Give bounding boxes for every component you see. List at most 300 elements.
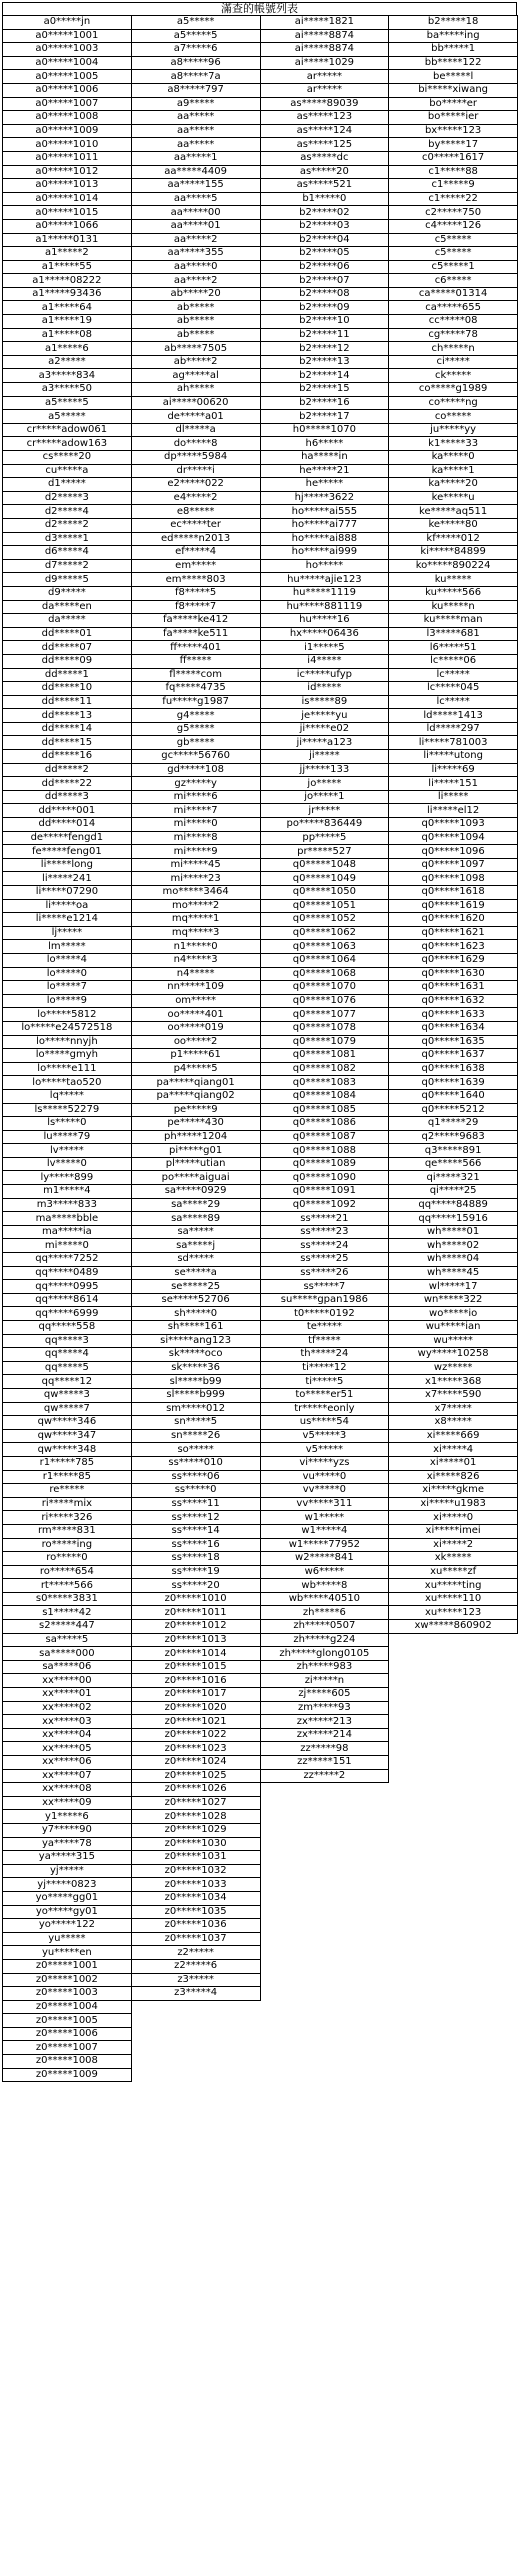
account-cell: ku*****man [389, 614, 518, 628]
table-row [3, 1715, 518, 1729]
account-cell: q0*****1630 [389, 967, 518, 981]
account-cell: as*****124 [260, 124, 389, 138]
account-cell: rm*****831 [3, 1524, 132, 1538]
account-cell: dp*****5984 [131, 451, 260, 465]
account-cell: a0*****1007 [3, 97, 132, 111]
account-cell: wn*****322 [389, 1293, 518, 1307]
table-row [3, 1891, 518, 1905]
account-cell: ly*****899 [3, 1171, 132, 1185]
table-row [3, 1756, 518, 1770]
table-row [3, 29, 518, 43]
account-cell: a0*****jn [3, 16, 132, 30]
account-cell: z0*****1006 [3, 2027, 132, 2041]
account-cell: xx*****06 [3, 1756, 132, 1770]
account-cell: lc*****045 [389, 682, 518, 696]
account-cell: ab***** [131, 328, 260, 342]
account-cell: z0*****1009 [3, 2068, 132, 2082]
account-cell: ss*****0 [131, 1484, 260, 1498]
table-row [3, 1552, 518, 1566]
table-row [3, 383, 518, 397]
empty-cell [389, 1864, 518, 1878]
account-cell: ho*****ai888 [260, 532, 389, 546]
account-cell: w1*****77952 [260, 1538, 389, 1552]
account-cell: gd*****108 [131, 763, 260, 777]
account-cell: ab***** [131, 301, 260, 315]
account-cell: i1*****5 [260, 641, 389, 655]
account-cell: z0*****1032 [131, 1864, 260, 1878]
account-cell: sk*****oco [131, 1348, 260, 1362]
account-cell: sa*****0929 [131, 1185, 260, 1199]
account-cell: z0*****1010 [131, 1592, 260, 1606]
account-cell: z0*****1017 [131, 1688, 260, 1702]
account-cell: s2*****447 [3, 1620, 132, 1634]
empty-cell [131, 2068, 260, 2082]
table-row [3, 682, 518, 696]
table-row [3, 559, 518, 573]
account-cell: bi*****xiwang [389, 83, 518, 97]
account-cell: by*****17 [389, 138, 518, 152]
table-row [3, 1293, 518, 1307]
empty-cell [389, 1728, 518, 1742]
account-cell: ss*****11 [131, 1497, 260, 1511]
account-cell: ca*****655 [389, 301, 518, 315]
account-cell: x7***** [389, 1402, 518, 1416]
account-cell: lu*****79 [3, 1130, 132, 1144]
account-cell: ho***** [260, 559, 389, 573]
account-cell: lv*****0 [3, 1157, 132, 1171]
empty-cell [389, 1769, 518, 1783]
table-row [3, 532, 518, 546]
table-row [3, 736, 518, 750]
account-cell: xx*****07 [3, 1769, 132, 1783]
account-cell: hu*****881119 [260, 600, 389, 614]
empty-cell [131, 2000, 260, 2014]
account-cell: li*****151 [389, 777, 518, 791]
empty-cell [260, 1878, 389, 1892]
account-cell: ji***** [260, 750, 389, 764]
empty-cell [260, 2000, 389, 2014]
table-row [3, 1919, 518, 1933]
account-cell: ho*****ai555 [260, 505, 389, 519]
table-row [3, 1973, 518, 1987]
account-cell: su*****gpan1986 [260, 1293, 389, 1307]
account-cell: fa*****ke511 [131, 627, 260, 641]
account-cell: z0*****1036 [131, 1919, 260, 1933]
table-row [3, 423, 518, 437]
account-cell: q0*****1088 [260, 1144, 389, 1158]
account-cell: mi*****45 [131, 858, 260, 872]
empty-cell [260, 1810, 389, 1824]
account-cell: dd*****09 [3, 654, 132, 668]
account-cell: dd*****11 [3, 695, 132, 709]
account-cell: z0*****1035 [131, 1905, 260, 1919]
table-row [3, 1524, 518, 1538]
account-cell: v5*****3 [260, 1429, 389, 1443]
account-cell: ho*****ai999 [260, 546, 389, 560]
table-row [3, 586, 518, 600]
table-row [3, 953, 518, 967]
account-cell: nn*****109 [131, 981, 260, 995]
account-cell: x7*****590 [389, 1388, 518, 1402]
account-cell: bx*****123 [389, 124, 518, 138]
account-cell: c1*****9 [389, 179, 518, 193]
account-cell: q0*****1083 [260, 1076, 389, 1090]
account-cell: a5*****5 [131, 29, 260, 43]
table-row [3, 16, 518, 30]
account-cell: ke*****u [389, 491, 518, 505]
empty-cell [260, 1932, 389, 1946]
table-row [3, 709, 518, 723]
account-cell: vv*****311 [260, 1497, 389, 1511]
table-row [3, 192, 518, 206]
account-cell: ld*****1413 [389, 709, 518, 723]
account-cell: he*****21 [260, 464, 389, 478]
account-cell: ko*****890224 [389, 559, 518, 573]
account-cell: q0*****1084 [260, 1089, 389, 1103]
account-cell: bo*****ier [389, 111, 518, 125]
account-cell: wo*****io [389, 1307, 518, 1321]
table-row [3, 43, 518, 57]
account-cell: b2*****04 [260, 233, 389, 247]
account-cell: wu***** [389, 1334, 518, 1348]
account-cell: ai*****8874 [260, 29, 389, 43]
table-row [3, 1361, 518, 1375]
account-cell: ab*****2 [131, 355, 260, 369]
account-cell: ff***** [131, 654, 260, 668]
account-cell: b2*****10 [260, 315, 389, 329]
account-cell: q0*****1640 [389, 1089, 518, 1103]
account-cell: qw*****346 [3, 1416, 132, 1430]
account-cell: po*****836449 [260, 818, 389, 832]
account-cell: yj***** [3, 1864, 132, 1878]
account-cell: jr***** [260, 804, 389, 818]
table-row [3, 1796, 518, 1810]
account-cell: wz***** [389, 1361, 518, 1375]
table-row [3, 328, 518, 342]
table-row [3, 1388, 518, 1402]
account-cell: ki*****84899 [389, 546, 518, 560]
empty-cell [260, 1823, 389, 1837]
table-row [3, 1443, 518, 1457]
account-cell: se*****a [131, 1266, 260, 1280]
account-cell: hj*****3622 [260, 491, 389, 505]
account-cell: a5***** [131, 16, 260, 30]
empty-cell [389, 1674, 518, 1688]
account-cell: ab*****20 [131, 287, 260, 301]
table-row [3, 1321, 518, 1335]
account-cell: wh*****01 [389, 1225, 518, 1239]
account-cell: fa*****ke412 [131, 614, 260, 628]
account-cell: ju*****yy [389, 423, 518, 437]
account-cell: lj***** [3, 926, 132, 940]
empty-cell [260, 2027, 389, 2041]
account-cell: q0*****1062 [260, 926, 389, 940]
account-cell: as*****123 [260, 111, 389, 125]
account-cell: da*****en [3, 600, 132, 614]
account-cell: qw*****7 [3, 1402, 132, 1416]
account-cell: a9***** [131, 97, 260, 111]
account-cell: co*****g1989 [389, 383, 518, 397]
account-cell: as*****20 [260, 165, 389, 179]
table-row [3, 1484, 518, 1498]
account-cell: dl*****a [131, 423, 260, 437]
account-cell: pi*****g01 [131, 1144, 260, 1158]
account-cell: b2*****06 [260, 260, 389, 274]
account-cell: z0*****1024 [131, 1756, 260, 1770]
account-cell: sd***** [131, 1253, 260, 1267]
account-cell: xi*****imei [389, 1524, 518, 1538]
account-cell: q0*****1623 [389, 940, 518, 954]
account-cell: w1***** [260, 1511, 389, 1525]
account-cell: z0*****1013 [131, 1633, 260, 1647]
account-cell: z0*****1001 [3, 1959, 132, 1973]
account-cell: zi*****n [260, 1674, 389, 1688]
account-cell: a0*****1012 [3, 165, 132, 179]
table-row [3, 1633, 518, 1647]
table-row [3, 2027, 518, 2041]
table-row [3, 233, 518, 247]
account-cell: ar***** [260, 70, 389, 84]
account-cell: ti*****12 [260, 1361, 389, 1375]
account-cell: dd*****2 [3, 763, 132, 777]
account-cell: a0*****1003 [3, 43, 132, 57]
table-row [3, 396, 518, 410]
table-row [3, 1103, 518, 1117]
empty-cell [389, 1647, 518, 1661]
table-row [3, 1837, 518, 1851]
account-cell: h6***** [260, 437, 389, 451]
table-row [3, 1660, 518, 1674]
table-row [3, 1742, 518, 1756]
account-cell: q0*****1081 [260, 1049, 389, 1063]
account-cell: wh*****45 [389, 1266, 518, 1280]
account-cell: hu*****1119 [260, 586, 389, 600]
account-cell: qq*****84889 [389, 1198, 518, 1212]
account-cell: z0*****1037 [131, 1932, 260, 1946]
account-cell: a8*****797 [131, 83, 260, 97]
page-title: 滿查的帳號列表 [2, 2, 517, 16]
account-cell: li***** [389, 790, 518, 804]
empty-cell [131, 2014, 260, 2028]
account-cell: ma*****bble [3, 1212, 132, 1226]
account-cell: q0*****1632 [389, 994, 518, 1008]
account-cell: wh*****04 [389, 1253, 518, 1267]
account-cell: q0*****1097 [389, 858, 518, 872]
account-cell: aa***** [131, 111, 260, 125]
account-cell: q0*****1098 [389, 872, 518, 886]
account-cell: wh*****02 [389, 1239, 518, 1253]
table-row [3, 1130, 518, 1144]
account-cell: pr*****527 [260, 845, 389, 859]
account-cell: q0*****1620 [389, 913, 518, 927]
account-cell: cu*****a [3, 464, 132, 478]
account-cell: do*****8 [131, 437, 260, 451]
account-cell: p4*****5 [131, 1062, 260, 1076]
account-cell: i4***** [260, 654, 389, 668]
account-cell: xi*****01 [389, 1456, 518, 1470]
account-cell: cg*****78 [389, 328, 518, 342]
account-cell: z3***** [131, 1973, 260, 1987]
account-cell: mq*****3 [131, 926, 260, 940]
account-cell: q0*****5212 [389, 1103, 518, 1117]
account-cell: qi*****25 [389, 1185, 518, 1199]
account-cell: sa*****06 [3, 1660, 132, 1674]
account-cell: lc***** [389, 668, 518, 682]
table-row [3, 1823, 518, 1837]
account-cell: a3*****50 [3, 383, 132, 397]
account-cell: d1***** [3, 478, 132, 492]
table-row [3, 573, 518, 587]
account-cell: vi*****yzs [260, 1456, 389, 1470]
account-cell: wy*****10258 [389, 1348, 518, 1362]
table-row [3, 410, 518, 424]
table-row [3, 1334, 518, 1348]
account-cell: ba*****ing [389, 29, 518, 43]
account-cell: xu*****110 [389, 1592, 518, 1606]
account-cell: de*****fengd1 [3, 831, 132, 845]
table-row [3, 2068, 518, 2082]
account-cell: pl*****utian [131, 1157, 260, 1171]
account-cell: tr*****eonly [260, 1402, 389, 1416]
empty-cell [389, 2000, 518, 2014]
account-cell: d2*****4 [3, 505, 132, 519]
account-cell: ku*****566 [389, 586, 518, 600]
account-cell: d6*****4 [3, 546, 132, 560]
account-cell: ai*****00620 [131, 396, 260, 410]
account-cell: s1*****42 [3, 1606, 132, 1620]
table-row [3, 1701, 518, 1715]
account-cell: r1*****785 [3, 1456, 132, 1470]
table-row [3, 505, 518, 519]
account-cell: m3*****833 [3, 1198, 132, 1212]
account-cell: a8*****96 [131, 56, 260, 70]
empty-cell [260, 2055, 389, 2069]
table-row [3, 1579, 518, 1593]
account-cell: e8***** [131, 505, 260, 519]
account-cell: aa*****2 [131, 233, 260, 247]
account-cell: sh*****0 [131, 1307, 260, 1321]
account-cell: z0*****1022 [131, 1728, 260, 1742]
table-row [3, 695, 518, 709]
account-cell: dd*****3 [3, 790, 132, 804]
empty-cell [131, 2041, 260, 2055]
account-cell: lo*****gmyh [3, 1049, 132, 1063]
account-cell: q0*****1090 [260, 1171, 389, 1185]
account-cell: x1*****368 [389, 1375, 518, 1389]
account-cell: ma*****ia [3, 1225, 132, 1239]
account-cell: qe*****566 [389, 1157, 518, 1171]
account-cell: f8*****7 [131, 600, 260, 614]
account-cell: sn*****26 [131, 1429, 260, 1443]
account-cell: pa*****qiang02 [131, 1089, 260, 1103]
table-row [3, 1198, 518, 1212]
account-cell: q0*****1089 [260, 1157, 389, 1171]
table-row [3, 1035, 518, 1049]
table-row [3, 1348, 518, 1362]
account-cell: ro*****0 [3, 1552, 132, 1566]
account-cell: q0*****1051 [260, 899, 389, 913]
empty-cell [389, 1919, 518, 1933]
account-cell: z0*****1021 [131, 1715, 260, 1729]
account-cell: yu***** [3, 1932, 132, 1946]
account-cell: m1*****4 [3, 1185, 132, 1199]
account-cell: q0*****1631 [389, 981, 518, 995]
account-cell: q0*****1634 [389, 1021, 518, 1035]
account-cell: jj*****133 [260, 763, 389, 777]
account-cell: a0*****1066 [3, 219, 132, 233]
table-row [3, 641, 518, 655]
account-cell: ss*****24 [260, 1239, 389, 1253]
account-cell: ss*****26 [260, 1266, 389, 1280]
table-row [3, 546, 518, 560]
empty-cell [131, 2055, 260, 2069]
table-row [3, 654, 518, 668]
account-cell: sa*****5 [3, 1633, 132, 1647]
empty-cell [389, 1932, 518, 1946]
account-cell: w6***** [260, 1565, 389, 1579]
account-cell: om***** [131, 994, 260, 1008]
account-cell: g4***** [131, 709, 260, 723]
account-cell: yj*****0823 [3, 1878, 132, 1892]
account-cell: q0*****1052 [260, 913, 389, 927]
account-cell: gz*****y [131, 777, 260, 791]
account-cell: cc*****08 [389, 315, 518, 329]
table-row [3, 1456, 518, 1470]
table-row [3, 1688, 518, 1702]
account-cell: a3*****834 [3, 369, 132, 383]
account-cell: q0*****1633 [389, 1008, 518, 1022]
account-cell: xi*****gkme [389, 1484, 518, 1498]
account-cell: qi*****321 [389, 1171, 518, 1185]
account-cell: co***** [389, 410, 518, 424]
account-cell: ya*****78 [3, 1837, 132, 1851]
account-cell: z0*****1011 [131, 1606, 260, 1620]
account-cell: q0*****1629 [389, 953, 518, 967]
table-row [3, 1783, 518, 1797]
account-cell: a2***** [3, 355, 132, 369]
account-cell: be*****l [389, 70, 518, 84]
account-cell: qq*****0995 [3, 1280, 132, 1294]
account-cell: ss*****21 [260, 1212, 389, 1226]
table-row [3, 967, 518, 981]
account-cell: h0*****1070 [260, 423, 389, 437]
account-cell: aa*****155 [131, 179, 260, 193]
account-cell: sa*****j [131, 1239, 260, 1253]
account-cell: pp*****5 [260, 831, 389, 845]
empty-cell [389, 1905, 518, 1919]
account-cell: a1*****93436 [3, 287, 132, 301]
account-cell: t0*****0192 [260, 1307, 389, 1321]
table-row [3, 70, 518, 84]
account-cell: ss*****06 [131, 1470, 260, 1484]
account-cell: ri*****mix [3, 1497, 132, 1511]
account-cell: yo*****gg01 [3, 1891, 132, 1905]
table-row [3, 845, 518, 859]
account-cell: z0*****1020 [131, 1701, 260, 1715]
account-cell: q0*****1087 [260, 1130, 389, 1144]
table-row [3, 287, 518, 301]
table-row [3, 763, 518, 777]
account-cell: z0*****1003 [3, 1987, 132, 2001]
account-cell: g5***** [131, 722, 260, 736]
account-table [2, 15, 518, 2082]
account-cell: ar***** [260, 83, 389, 97]
account-cell: lo*****7 [3, 981, 132, 995]
table-row [3, 301, 518, 315]
account-cell: qq*****6999 [3, 1307, 132, 1321]
table-row [3, 56, 518, 70]
table-row [3, 668, 518, 682]
